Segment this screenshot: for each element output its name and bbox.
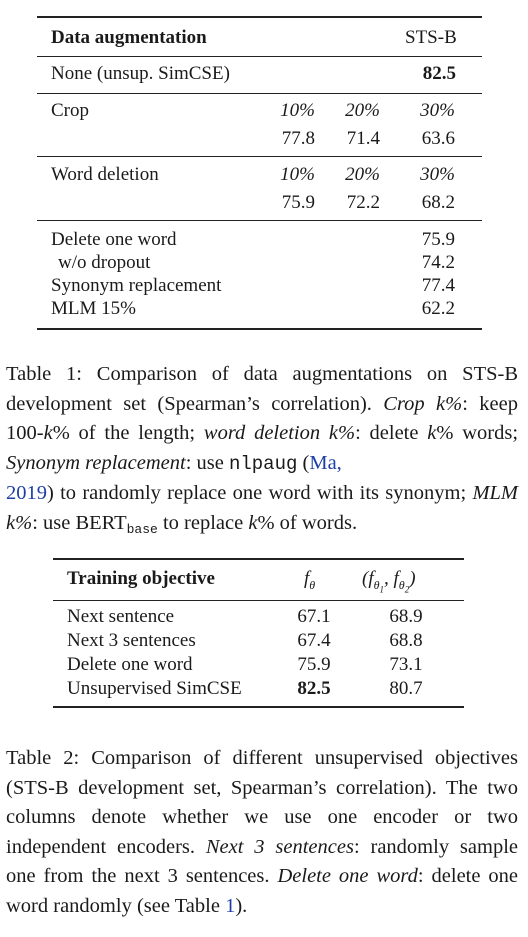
table2-row-ff-1: 68.9 — [389, 606, 423, 627]
table1-crop-pct-3: 30% — [420, 100, 455, 121]
table1-wd-pct-2: 20% — [345, 164, 380, 185]
table1-rule-2 — [37, 93, 482, 94]
table2-row-f-3: 75.9 — [297, 654, 331, 675]
table1-other-value-1: 75.9 — [421, 229, 455, 250]
table2-row-label-4: Unsupervised SimCSE — [67, 678, 242, 699]
table1-other-label-2: w/o dropout — [58, 252, 151, 273]
table1-caption: Table 1: Comparison of data augmentations on STS-B development set (Spearman’s correlation). Crop k%: keep 100-k% of the length; word deletion k%: delete k% words; Synonym replacement: use nlpaug (Ma, 2019) to randomly replace one word with its synonym; MLM k%: use $BERT_{base}$ to replace k% of words. — [6, 363, 519, 537]
table2-header-f-theta-pair: ($f_{\theta_1}$, $f_{\theta_2}$) — [362, 568, 416, 595]
table2-row-f-2: 67.4 — [297, 630, 331, 651]
table1-crop-value-1: 77.8 — [281, 128, 315, 149]
table1-crop-pct-1: 10% — [280, 100, 315, 121]
table1-header-label: Data augmentation — [51, 27, 207, 48]
table2-row-ff-2: 68.8 — [389, 630, 423, 651]
table1-crop-pct-2: 20% — [345, 100, 380, 121]
table1-other-label-3: Synonym replacement — [51, 275, 222, 296]
table1-none-value: 82.5 — [422, 63, 456, 84]
table1-other-value-3: 77.4 — [421, 275, 455, 296]
table2-header-label: Training objective — [67, 568, 215, 589]
table1-rule-3 — [37, 156, 482, 157]
table2-row-f-1: 67.1 — [297, 606, 331, 627]
table1-wd-value-1: 75.9 — [281, 192, 315, 213]
caption1-label: Table 1: — [6, 363, 82, 385]
table1-top-rule — [37, 16, 482, 18]
table2-row-ff-4: 80.7 — [389, 678, 423, 699]
table2-header-f-theta: $f_\theta$ — [304, 568, 316, 592]
table1-crop-value-2: 71.4 — [346, 128, 380, 149]
table2-row-ff-3: 73.1 — [389, 654, 423, 675]
nlpaug-code: nlpaug — [228, 452, 298, 475]
table1-reference-link[interactable]: 1 — [225, 894, 236, 917]
table1-other-value-4: 62.2 — [421, 298, 455, 319]
table2-row-label-1: Next sentence — [67, 606, 175, 627]
table1-bottom-rule — [37, 328, 482, 330]
table2-row-label-3: Delete one word — [67, 654, 193, 675]
table2-caption: Table 2: Comparison of different unsupervised objectives (STS-B development set, Spearman’s correlation). The two columns denote whether we use one encoder or two independent encoders. Next 3 sentences: randomly sample one from the next 3 sentences. Delete one word: delete one word randomly (see Table 1). — [6, 747, 519, 917]
table1-wd-pct-1: 10% — [280, 164, 315, 185]
table1-other-label-4: MLM 15% — [51, 298, 136, 319]
table1-wd-value-3: 68.2 — [421, 192, 455, 213]
table1-wd-value-2: 72.2 — [346, 192, 380, 213]
table1-other-label-1: Delete one word — [51, 229, 177, 250]
table1-crop-label: Crop — [51, 100, 89, 121]
table1-header-rule — [37, 56, 482, 57]
table1-crop-value-3: 63.6 — [421, 128, 455, 149]
table1-other-value-2: 74.2 — [421, 252, 455, 273]
citation-ma-2019-link[interactable]: Ma, 2019 — [6, 451, 342, 505]
table1-wd-pct-3: 30% — [420, 164, 455, 185]
table1-word-deletion-label: Word deletion — [51, 164, 159, 185]
table2-row-f-4: 82.5 — [297, 678, 331, 699]
caption2-label: Table 2: — [6, 747, 80, 769]
table2-top-rule — [53, 558, 464, 560]
table2-header-rule — [53, 600, 464, 601]
table2-row-label-2: Next 3 sentences — [67, 630, 196, 651]
table1-header-stsb: STS-B — [405, 27, 457, 48]
table2-bottom-rule — [53, 706, 464, 708]
table1-rule-4 — [37, 220, 482, 221]
table1-none-label: None (unsup. SimCSE) — [51, 63, 230, 84]
